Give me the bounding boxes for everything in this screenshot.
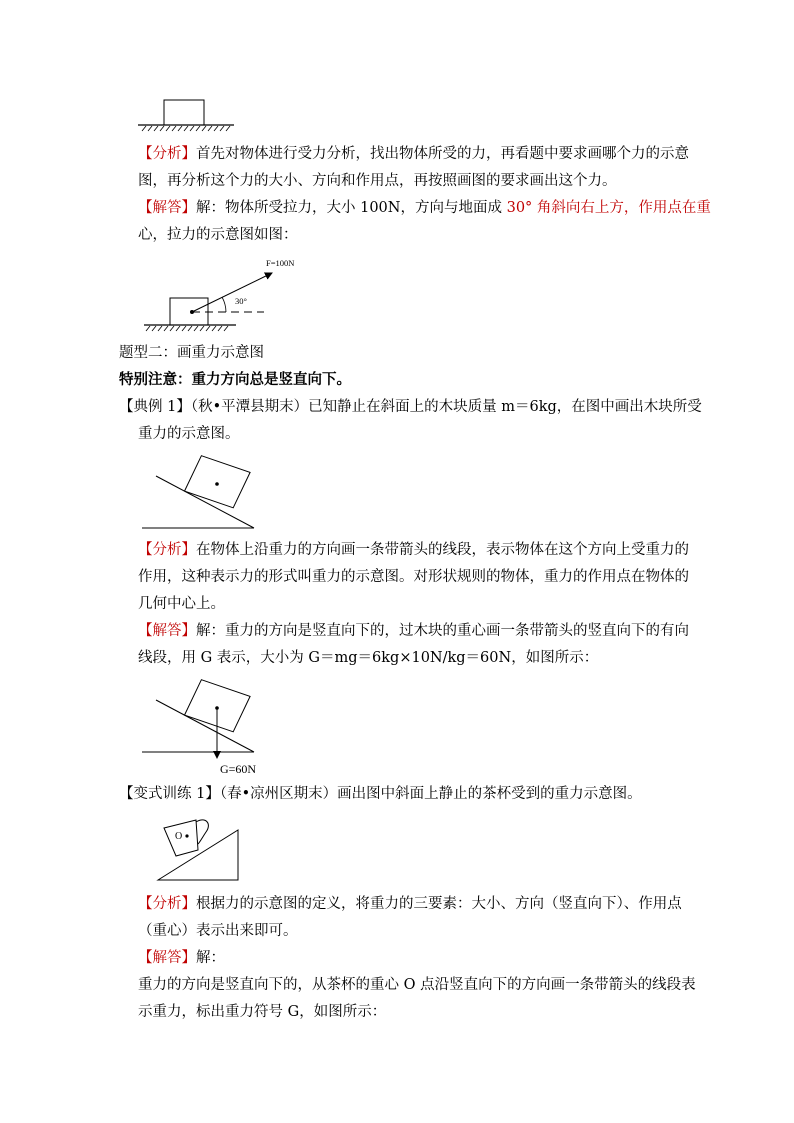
section-title: 题型二：画重力示意图 [119, 345, 264, 361]
analysis-label: 【分析】 [138, 542, 196, 558]
figure-gravity-on-incline [138, 676, 268, 780]
variant-tag: 【变式训练 1】 [119, 786, 220, 802]
figure-block-on-ground [136, 96, 236, 132]
analysis-label: 【分析】 [138, 146, 196, 162]
example-1-line2: 重力的示意图。 [138, 426, 240, 442]
analysis-2-line3: 几何中心上。 [138, 596, 225, 612]
answer-3-line3: 示重力，标出重力符号 G，如图所示： [138, 1004, 387, 1020]
answer-label: 【解答】 [138, 623, 196, 639]
example-tag: 【典例 1】 [119, 399, 191, 415]
force-label: F=100N [266, 258, 295, 268]
answer-3: 【解答】解： [138, 950, 225, 966]
example-1: 【典例 1】（秋•平潭县期末）已知静止在斜面上的木块质量 m＝6kg，在图中画出木块所受 [119, 399, 702, 415]
figure-pull-force [140, 256, 295, 332]
analysis-label: 【分析】 [138, 896, 196, 912]
point-label: O [175, 831, 183, 842]
special-note: 特别注意：重力方向总是竖直向下。 [119, 371, 351, 388]
analysis-3-line2: （重心）表示出来即可。 [138, 923, 298, 939]
analysis-1-line2: 图，再分析这个力的大小、方向和作用点，再按照画图的要求画出这个力。 [138, 173, 617, 189]
analysis-1: 【分析】首先对物体进行受力分析，找出物体所受的力，再看题中要求画哪个力的示意 [138, 146, 689, 162]
answer-2-line2: 线段，用 G 表示，大小为 G＝mg＝6kg×10N/kg＝60N，如图所示： [138, 650, 599, 666]
force-label: G=60N [220, 762, 257, 776]
answer-3-line2: 重力的方向是竖直向下的，从茶杯的重心 O 点沿竖直向下的方向画一条带箭头的线段表 [138, 977, 696, 993]
analysis-3: 【分析】根据力的示意图的定义，将重力的三要素：大小、方向（竖直向下）、作用点 [138, 896, 682, 912]
answer-2: 【解答】解：重力的方向是竖直向下的，过木块的重心画一条带箭头的竖直向下的有向 [138, 623, 689, 639]
analysis-2-line2: 作用，这种表示力的形式叫重力的示意图。对形状规则的物体，重力的作用点在物体的 [138, 569, 689, 585]
analysis-2: 【分析】在物体上沿重力的方向画一条带箭头的线段，表示物体在这个方向上受重力的 [138, 542, 689, 558]
answer-label: 【解答】 [138, 200, 196, 216]
figure-teacup-on-incline [140, 812, 244, 884]
answer-label: 【解答】 [138, 950, 196, 966]
angle-label: 30° [235, 296, 247, 306]
figure-block-on-incline [138, 452, 258, 532]
variant-1: 【变式训练 1】（春•凉州区期末）画出图中斜面上静止的茶杯受到的重力示意图。 [119, 786, 642, 802]
answer-1: 【解答】解：物体所受拉力，大小 100N，方向与地面成 30° 角斜向右上方，作用点在重 [138, 200, 711, 216]
answer-1-line2: 心，拉力的示意图如图： [138, 227, 298, 243]
